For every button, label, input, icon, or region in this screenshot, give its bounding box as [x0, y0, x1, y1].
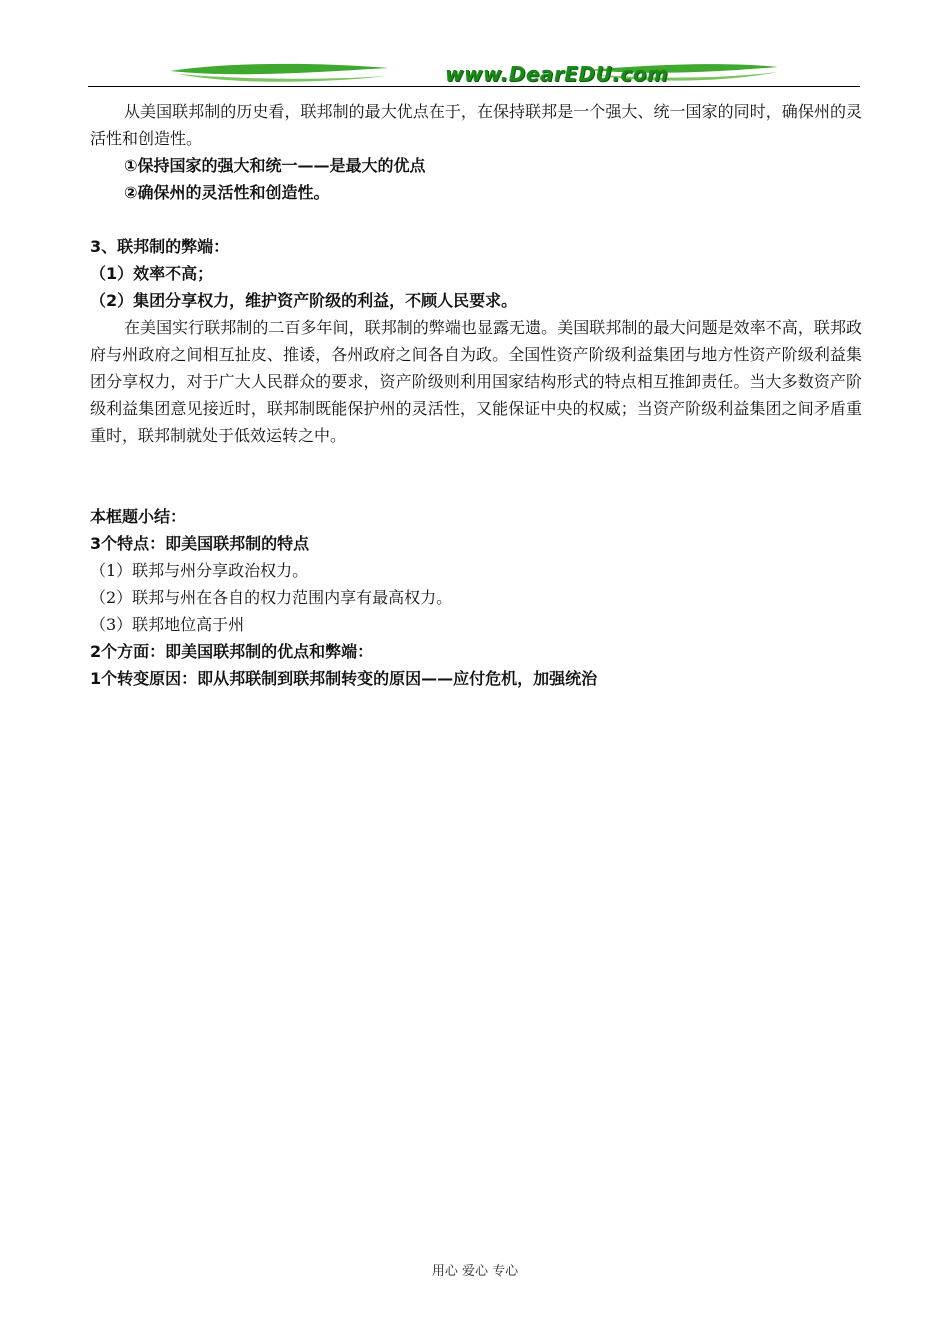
feature-item-2: （2）联邦与州在各自的权力范围内享有最高权力。: [90, 588, 453, 607]
summary-heading: 本框题小结：: [90, 507, 187, 526]
advantage-point-2: ②确保州的灵活性和创造性。: [124, 183, 330, 202]
advantage-point-1: ①保持国家的强大和统一——是最大的优点: [124, 156, 426, 175]
spacer: [90, 206, 862, 233]
disadvantages-heading: 3、联邦制的弊端：: [90, 237, 230, 256]
transition-line: 1个转变原因：即从邦联制到联邦制转变的原因——应付危机，加强统治: [90, 669, 598, 688]
features-heading: 3个特点：即美国联邦制的特点: [90, 534, 310, 553]
spacer: [90, 449, 862, 503]
page-footer: 用心 爱心 专心: [431, 1264, 519, 1279]
feature-item-3: （3）联邦地位高于州: [90, 615, 245, 634]
header-rule: [88, 86, 860, 87]
disadvantages-paragraph: 在美国实行联邦制的二百多年间，联邦制的弊端也显露无遗。美国联邦制的最大问题是效率不高，联邦政府与州政府之间相互扯皮、推诿，各州政府之间各自为政。全国性资产阶级利益集团与地方性资产阶级利益集团分享权力，对于广大人民群众的要求，资产阶级则利用国家结构形式的特点相互推卸责任。当大多数资产阶级利益集团意见接近时，联邦制既能保护州的灵活性，又能保证中央的权威；当资产阶级利益集团之间矛盾重重时，联邦制就处于低效运转之中。: [90, 318, 862, 445]
feature-item-1: （1）联邦与州分享政治权力。: [90, 561, 309, 580]
disadvantage-item-2: （2）集团分享权力，维护资产阶级的利益，不顾人民要求。: [90, 291, 518, 310]
advantages-paragraph: 从美国联邦制的历史看，联邦制的最大优点在于，在保持联邦是一个强大、统一国家的同时，确保州的灵活性和创造性。: [90, 102, 862, 148]
document-body: [90, 98, 862, 692]
disadvantage-item-1: （1）效率不高；: [90, 264, 214, 283]
site-logo: www.DearEDU.com: [445, 62, 669, 86]
aspects-line: 2个方面：即美国联邦制的优点和弊端：: [90, 642, 374, 661]
page-header: [88, 58, 860, 88]
